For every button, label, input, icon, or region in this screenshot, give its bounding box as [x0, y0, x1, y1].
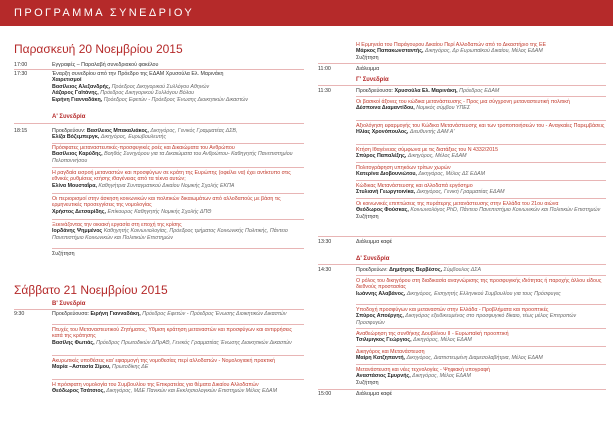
discussion: Συζήτηση [356, 379, 379, 386]
talk-title: Αξιολόγηση εφαρμογής του Κώδικα Μετανάστευσης και των τροποποιήσεών του - Αναγκαίες Παρεμβάσεις [356, 123, 605, 129]
time: 11:30 [318, 88, 331, 94]
divider [356, 120, 606, 121]
speaker-name: Μαίρη Κατζηπαντή, [356, 355, 406, 362]
speaker-name: Δέσποινα Διαμαντίδου, [356, 105, 415, 112]
speaker-name: Στυλιανή Γεωργτοινίκα, [356, 189, 416, 196]
talk-title: Πρόσφατες μεταναστευτικές-προσφυγικές ροές και Δικαιώματα του Ανθρώπου [52, 145, 235, 151]
divider [356, 275, 606, 276]
speaker-title: Δικηγόρος, Διαπιστευμένη Διαμεσολαβήτρια, Μέλος ΕΔΑΜ [406, 355, 543, 362]
divider [14, 69, 304, 70]
day-heading-friday: Παρασκευή 20 Νοεμβρίου 2015 [14, 42, 183, 56]
speaker-name: Βασίλειος Αλεξανδρής, [52, 83, 111, 90]
speaker-name: Ελίζα Βόζεμπεργκ, [52, 134, 100, 141]
divider [52, 193, 304, 194]
speaker-title: Πρόεδρος Δικηγορικού Συλλόγου Βόλου [100, 90, 195, 97]
speaker-name: Χρήστος Δετσαρίδης, [52, 208, 106, 215]
speaker-title: Δικηγόρος, Μέλος ΔΣ ΕΔΑΜ [418, 171, 486, 178]
divider [356, 144, 606, 145]
divider [14, 309, 304, 310]
speaker-title: Πρόεδρος Εφετών - Πρόεδρος Ένωσης Διοικητικών Δικαστών [103, 96, 249, 103]
chair-label: Προεδρεύων: [356, 267, 388, 273]
speaker-title: Βοηθός Συνηγόρου για τα Δικαιώματα του Ανθρώπου- Καθηγητής Πανεπιστημίου Πελοποννήσου [52, 151, 293, 164]
time: 15:00 [318, 391, 332, 397]
speaker-name: Χρυσούλα Ελ. Μαρινάκη, [394, 88, 458, 94]
speaker-title: Δικηγόρος, Δρ Ευρωπαϊκού Δικαίου, Μέλος ΕΔΑΜ [424, 48, 543, 55]
talk-title: Οι κοινωνικές επιπτώσεις της πυράτερης μετανάστευσης στην Ελλάδα του 21ου αιώνα [356, 201, 559, 207]
speaker-title: Πρόεδρος Πρωτοδικών ΔΠρΑΘ, Γενικός Γραμματέας Ένωσης Διοικητικών Δικαστών [96, 339, 292, 346]
speaker-title: Διευθυντής ΔΑΜ Α' [409, 129, 455, 136]
speaker-name: Βασίλειος Καρύδης, [52, 151, 103, 158]
divider [14, 123, 304, 124]
divider [356, 162, 606, 163]
talk-title: Υποδοχή προσφύγων και μεταναστών στην Ελλάδα - Προβλήματα και προοπτικές [356, 307, 549, 313]
talk-title: Κώδικας Μετανάστευσης και αλλοδαπά εργόσημο [356, 183, 473, 189]
page-title: ΠΡΟΓΡΑΜΜΑ ΣΥΝΕΔΡΙΟΥ [14, 7, 195, 19]
speaker-title: Δικηγόρος, Μέλος ΕΔΑΜ [407, 153, 467, 160]
talk-title: Οι βασικοί άξονες του κώδικα μετανάστευσης - Προς μια σύγχρονη μεταναστευτική πολιτική [356, 99, 570, 105]
talk-title: Η Ερμηνεία του Παράγουρου Δικαίου Περί Αλλοδαπών από το Δικαστήριο της ΕΕ [356, 42, 547, 48]
talk-title: Πτυχές του Μεταναστευτικού Ζητήματος, Υθμιση κράτηση μεταναστών και προσφύγων και αντιρρήσεις κατά της κράτησης [52, 327, 292, 340]
talk-title: Αναθεώρηση της συνθήκης Δουβλίνου ΙΙ - Ευρωπαϊκή προοπτική [356, 331, 509, 337]
speaker-name: Θεόδωρος Τσάτσιος, [52, 388, 105, 395]
speaker-name: Ειρήνη Γιανναδάκη, [52, 96, 103, 103]
divider [318, 264, 606, 265]
speaker-name: Δημήτρης Βερβέσος, [389, 267, 443, 273]
chair-label: Προεδρεύουν: [52, 128, 86, 134]
divider [356, 364, 606, 365]
speaker-title: Δικηγόρος εξειδικευμένος στο προσφυγικό δίκαιο, τέως μέλος Επιτροπών Προσφυγών [356, 313, 577, 326]
speaker-name: Σπύρος Παπαλέξης, [356, 153, 407, 160]
divider [52, 219, 304, 220]
divider [52, 248, 304, 249]
speaker-name: Ειρήνη Γιανναδάκη, [90, 311, 141, 317]
speaker-title: Πρωτοδίκης ΔΕ [112, 364, 149, 371]
divider [356, 304, 606, 305]
header-bar [0, 0, 613, 26]
talk-title: Ξεκινάζοντας την οικιακή εργασία στη εποχή της κρίσης [52, 222, 182, 228]
speaker-title: Πρόεδρος Εφετών - Πρόεδρος Ένωσης Διοικητικών Δικαστών [142, 311, 287, 317]
divider [52, 324, 304, 325]
speaker-title: Καθηγήτρια Συνταγματικού Δικαίου Νομικής Σχολής ΕΚΠΑ [98, 182, 235, 189]
talk-title: Πολιτογράφηση υπηκόων τρίτων χωρών [356, 165, 451, 171]
divider [318, 236, 606, 237]
speaker-name: Λάζαρος Γαϊτάνης, [52, 90, 99, 97]
speaker-name: Κατερίνα Διοβουνιώτου, [356, 171, 417, 178]
speaker-name: Θεόδωρος Φούσκας, [356, 207, 409, 214]
time: 14:30 [318, 267, 332, 273]
discussion: Συζήτηση [356, 213, 379, 220]
speaker-name: Σπύρος Αποέργης, [356, 313, 404, 320]
talk-title: Η ραγδαία εισροή μεταναστών και προσφύγων σε κράτη της Ευρώπης (οφείλει να) έχει αντίκτυπο στις εθνικές ρυθμίσεις κτήσης ιθαγένειας από τα τέκνα αυτών; [52, 170, 291, 183]
talk-title: Ακυρωτικές υποθέσεις και' εφαρμογή της νομοθεσίας περί αλλοδαπών - Νομολογιακή πρακτική [52, 358, 276, 364]
speaker-name: Βασίλειος Μπακαλιάκος, [86, 128, 149, 134]
time: 9:30 [14, 311, 25, 317]
speaker-title: Δικηγόρος, Εισηγητής Ελληνικού Συμβουλίου για τους Πρόσφυγες [406, 290, 561, 297]
speaker-title: Δικηγόρος, Μέλος ΕΔΑΜ [413, 337, 472, 344]
talk-title: Μετανάστευση και νέες τεχνολογίες - Ψηφιακή υπογραφή [356, 367, 490, 373]
discussion: Συζήτηση [52, 251, 75, 257]
time: 13:30 [318, 239, 332, 245]
speaker-name: Μαρία –Αστασία Σίμου, [52, 364, 111, 371]
speaker-name: Ελίνα Μουσταΐρα, [52, 182, 97, 189]
day-heading-saturday: Σάββατο 21 Νοεμβρίου 2015 [14, 283, 168, 297]
chair-label: Προεδρεύουσα: [52, 311, 90, 317]
divider [356, 198, 606, 199]
speaker-title: Πρόεδρος Δικηγορικού Συλλόγου Αθηνών [111, 83, 210, 90]
divider [52, 143, 304, 144]
speaker-title: Νομικός σύμβου ΥΠΕΣ [416, 105, 470, 112]
speaker-title: Δικηγόρος, Ευρωβουλευτής [100, 134, 167, 141]
divider [318, 63, 606, 64]
speaker-title: Κοινωνιολόγος PhD, Πάντειο Πανεπιστήμιο Κοινωνικών και Πολιτικών Επιστημών [410, 207, 601, 214]
time: 18:15 [14, 128, 28, 134]
talk-title: Η πρόσφατη νομολογία του Συμβουλίου της Επικρατείας για θέματα Δικαίου Αλλοδαπών [52, 382, 259, 388]
speaker-name: Αναστάσιος Σμυρνής, [356, 373, 411, 380]
speaker-name: Τσιλιμιγκος Γεώργιος, [356, 337, 412, 344]
speaker-name: Μάρκος Παπακωνσταντής, [356, 48, 424, 55]
item-text: Εγγραφές – Παραλαβή συνεδριακού φακέλου [52, 62, 159, 68]
time: 17:00 [14, 62, 28, 68]
divider [356, 180, 606, 181]
divider [52, 379, 304, 380]
speaker-title: Δικηγόρος, Μέλος ΕΔΑΜ [412, 373, 471, 380]
speaker-name: Ιορδάνης Ψημμένος [52, 228, 103, 235]
speaker-title: Επίκουρος Καθηγητής Νομικής Σχολής ΔΠΘ [107, 208, 212, 215]
speaker-name: Ιωάννης Αλαβάνος, [356, 290, 406, 297]
subheading: Χαιρετισμοί [52, 77, 82, 84]
speaker-name: Βασίλης Φωτιάς, [52, 339, 95, 346]
time: 11:00 [318, 66, 331, 72]
speaker-name: Ηλίας Χρονόπουλος, [356, 129, 409, 136]
session-heading-b: Β' Συνεδρία [52, 301, 86, 307]
divider [356, 328, 606, 329]
speaker-title: Καθηγητής Κοινωνιολογίας, Πρόεδρος τμήματος Κοινωνικής Πολιτικής, Πάντειο Πανεπιστήμιο Κοινωνικών και Πολιτικών Επιστημών [52, 228, 288, 241]
divider [356, 346, 606, 347]
talk-title: Δικηγόρος και Μετανάστευση [356, 349, 425, 355]
speaker-title: Δικηγόρος, Γενική Γραμματέας ΕΔΑΜ [416, 189, 505, 196]
chair-label: Προεδρεύουσα: [356, 88, 394, 94]
divider [356, 96, 606, 97]
discussion: Συζήτηση [356, 54, 379, 61]
time: 17:30 [14, 71, 28, 77]
session-heading-g: Γ' Συνεδρία [356, 77, 389, 83]
session-heading-d: Δ' Συνεδρία [356, 256, 390, 262]
divider [318, 389, 606, 390]
talk-title: Κτήση Ιθαγένειας σύμφωνα με τις διατάξεις του Ν 4332/2015 [356, 147, 499, 153]
divider [318, 85, 606, 86]
speaker-title: Δικηγόρος, ΜΔΕ Πανικών και Εκκλησιολογικών Επιστημών Μέλος ΕΔΑΜ [106, 388, 277, 395]
speaker-title: Δικηγόρος, Γενικός Γραμματέας ΔΣΒ, [150, 128, 238, 134]
item-text: Έναρξη συνεδρίου από την Πρόεδρο της ΕΔΑΜ Χρυσούλα Ελ. Μαρινάκη [52, 71, 224, 77]
session-heading-a: Α' Συνεδρία [52, 114, 86, 120]
talk-title: Οι περιορισμοί στην άσκηση κοινωνικών και πολιτικών δικαιωμάτων από αλλοδαπούς με βάση τις ερμηνευτικές προσεγγίσεις της νομολογίας [52, 196, 281, 209]
speaker-title: Πρόεδρος ΕΔΑΜ [459, 88, 500, 94]
break: Διάλειμμα καφέ [356, 239, 393, 245]
divider [52, 167, 304, 168]
talk-title: Ο ρόλος του δικηγόρου στη διαδικασία αναγνώρισης της προσφυγικής ιδιότητας ή παροχής άλλου είδους διεθνούς προστασίας [356, 278, 602, 291]
speaker-title: Σύμβουλος ΔΣΑ [443, 267, 482, 273]
break: Διάλειμμα [356, 66, 380, 72]
break: Διάλειμμα καφέ [356, 391, 393, 397]
divider [52, 355, 304, 356]
